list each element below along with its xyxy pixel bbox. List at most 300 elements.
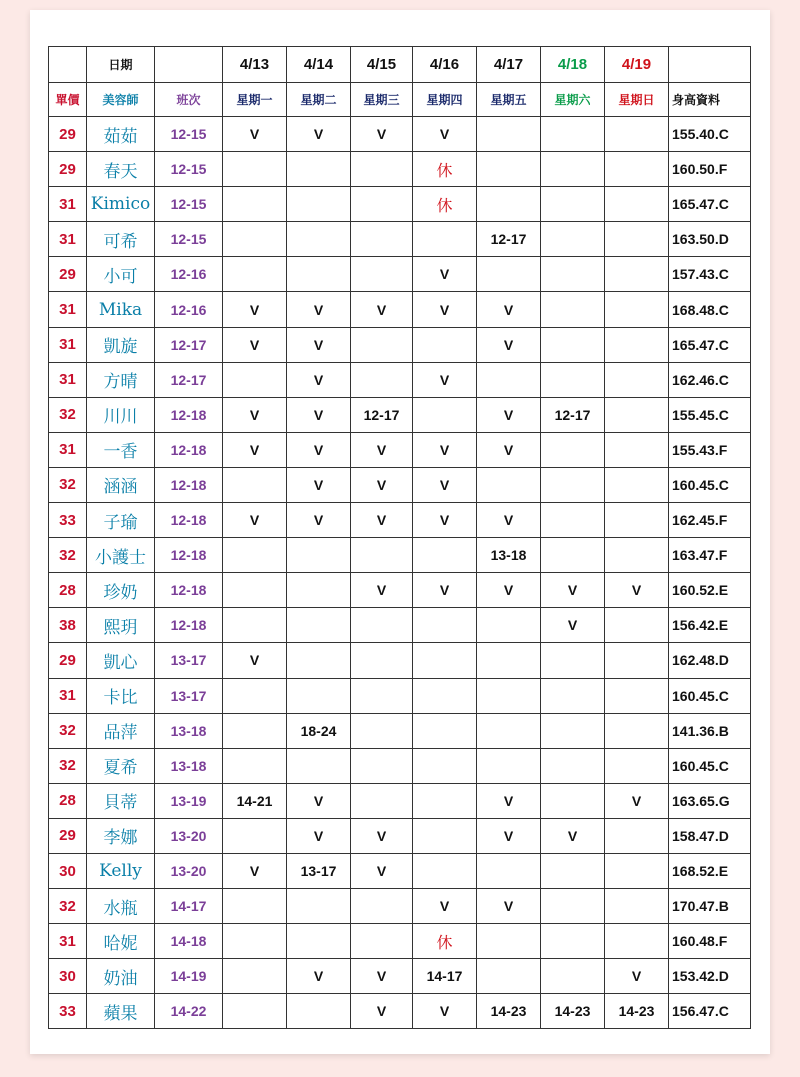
day-cell: V <box>287 362 351 397</box>
price-cell: 29 <box>49 117 87 152</box>
day-cell <box>223 959 287 994</box>
day-cell: V <box>287 117 351 152</box>
date-cell: 4/17 <box>477 47 541 83</box>
day-cell <box>541 152 605 187</box>
day-cell <box>223 678 287 713</box>
day-cell <box>541 538 605 573</box>
height-cell: 163.47.F <box>669 538 751 573</box>
height-cell: 170.47.B <box>669 889 751 924</box>
day-cell: V <box>223 643 287 678</box>
day-cell: 14-23 <box>477 994 541 1029</box>
day-cell: 休 <box>413 152 477 187</box>
shift-cell: 12-18 <box>155 608 223 643</box>
name-cell: Kimico <box>87 187 155 222</box>
day-cell: V <box>287 467 351 502</box>
shift-cell: 12-15 <box>155 117 223 152</box>
day-cell <box>605 362 669 397</box>
day-cell: V <box>223 432 287 467</box>
height-cell: 155.40.C <box>669 117 751 152</box>
price-header: 單價 <box>49 83 87 117</box>
height-cell: 158.47.D <box>669 818 751 853</box>
table-row <box>49 643 751 678</box>
date-label: 日期 <box>87 47 155 83</box>
weekday-cell: 星期日 <box>605 83 669 117</box>
day-cell <box>605 187 669 222</box>
shift-cell: 12-15 <box>155 222 223 257</box>
day-cell: 12-17 <box>541 397 605 432</box>
day-cell: V <box>223 327 287 362</box>
day-cell: V <box>287 503 351 538</box>
day-cell <box>477 257 541 292</box>
table-row <box>49 292 751 327</box>
day-cell: 13-17 <box>287 853 351 888</box>
table-row <box>49 748 751 783</box>
day-cell: V <box>413 503 477 538</box>
day-cell: V <box>477 818 541 853</box>
price-cell: 33 <box>49 503 87 538</box>
day-cell: V <box>351 467 413 502</box>
table-row <box>49 362 751 397</box>
day-cell <box>223 818 287 853</box>
day-cell <box>605 327 669 362</box>
shift-header: 班次 <box>155 83 223 117</box>
day-cell: V <box>413 889 477 924</box>
day-cell: 12-17 <box>351 397 413 432</box>
name-cell: 春天 <box>87 152 155 187</box>
table-row <box>49 573 751 608</box>
day-cell <box>541 959 605 994</box>
empty-cell <box>155 47 223 83</box>
day-cell <box>413 818 477 853</box>
day-cell <box>223 713 287 748</box>
price-cell: 31 <box>49 292 87 327</box>
table-row <box>49 117 751 152</box>
day-cell <box>477 678 541 713</box>
day-cell: V <box>223 397 287 432</box>
day-cell: V <box>541 608 605 643</box>
day-cell: V <box>287 327 351 362</box>
name-cell: 蘋果 <box>87 994 155 1029</box>
day-cell: V <box>413 432 477 467</box>
day-cell: V <box>287 292 351 327</box>
day-cell <box>541 187 605 222</box>
day-cell <box>541 362 605 397</box>
shift-cell: 14-22 <box>155 994 223 1029</box>
price-cell: 32 <box>49 748 87 783</box>
day-cell: 14-23 <box>541 994 605 1029</box>
day-cell <box>605 432 669 467</box>
day-cell <box>477 853 541 888</box>
day-cell: 休 <box>413 924 477 959</box>
day-cell: V <box>413 257 477 292</box>
weekday-cell: 星期四 <box>413 83 477 117</box>
shift-cell: 13-17 <box>155 678 223 713</box>
day-cell <box>541 678 605 713</box>
day-cell: V <box>287 397 351 432</box>
table-row <box>49 853 751 888</box>
day-cell <box>541 467 605 502</box>
day-cell <box>477 608 541 643</box>
date-cell: 4/14 <box>287 47 351 83</box>
name-cell: 小可 <box>87 257 155 292</box>
day-cell <box>413 397 477 432</box>
price-cell: 32 <box>49 538 87 573</box>
day-cell <box>223 187 287 222</box>
shift-cell: 13-20 <box>155 853 223 888</box>
day-cell <box>223 573 287 608</box>
day-cell: V <box>477 432 541 467</box>
day-cell: V <box>413 573 477 608</box>
day-cell: V <box>541 818 605 853</box>
day-cell <box>413 222 477 257</box>
day-cell <box>605 538 669 573</box>
day-cell <box>351 187 413 222</box>
name-cell: 凱旋 <box>87 327 155 362</box>
schedule-table <box>48 46 751 1029</box>
price-cell: 30 <box>49 959 87 994</box>
day-cell <box>541 783 605 818</box>
day-cell <box>223 889 287 924</box>
name-cell: 夏希 <box>87 748 155 783</box>
day-cell <box>287 257 351 292</box>
day-cell <box>605 152 669 187</box>
day-cell: V <box>477 292 541 327</box>
day-cell <box>477 748 541 783</box>
name-cell: Mika <box>87 292 155 327</box>
price-cell: 29 <box>49 818 87 853</box>
name-cell: 小護士 <box>87 538 155 573</box>
day-cell <box>413 678 477 713</box>
price-cell: 29 <box>49 643 87 678</box>
weekday-cell: 星期二 <box>287 83 351 117</box>
day-cell <box>541 432 605 467</box>
day-cell <box>413 713 477 748</box>
name-cell: 子瑜 <box>87 503 155 538</box>
table-row <box>49 608 751 643</box>
price-cell: 32 <box>49 889 87 924</box>
name-cell: 川川 <box>87 397 155 432</box>
day-cell: 12-17 <box>477 222 541 257</box>
day-cell: V <box>413 362 477 397</box>
day-cell <box>351 924 413 959</box>
day-cell <box>351 643 413 678</box>
day-cell <box>541 222 605 257</box>
day-cell: V <box>413 994 477 1029</box>
day-cell <box>605 467 669 502</box>
day-cell <box>287 924 351 959</box>
price-cell: 31 <box>49 222 87 257</box>
table-row <box>49 783 751 818</box>
price-cell: 33 <box>49 994 87 1029</box>
name-cell: 方晴 <box>87 362 155 397</box>
day-cell: V <box>351 432 413 467</box>
day-cell <box>605 924 669 959</box>
day-cell <box>413 608 477 643</box>
day-cell: V <box>223 292 287 327</box>
shift-cell: 13-20 <box>155 818 223 853</box>
day-cell: 14-17 <box>413 959 477 994</box>
day-cell <box>287 222 351 257</box>
day-cell: V <box>541 573 605 608</box>
day-cell <box>413 327 477 362</box>
day-cell: V <box>605 959 669 994</box>
height-cell: 156.42.E <box>669 608 751 643</box>
day-cell <box>223 362 287 397</box>
height-cell: 163.50.D <box>669 222 751 257</box>
name-cell: 珍奶 <box>87 573 155 608</box>
table-row <box>49 222 751 257</box>
day-cell <box>477 643 541 678</box>
day-cell <box>477 117 541 152</box>
day-cell <box>287 608 351 643</box>
day-cell <box>541 748 605 783</box>
day-cell <box>223 748 287 783</box>
height-cell: 162.46.C <box>669 362 751 397</box>
day-cell <box>223 257 287 292</box>
day-cell <box>351 538 413 573</box>
table-row <box>49 503 751 538</box>
day-cell <box>605 222 669 257</box>
day-cell <box>477 362 541 397</box>
height-cell: 160.45.C <box>669 748 751 783</box>
day-cell <box>351 783 413 818</box>
price-cell: 31 <box>49 327 87 362</box>
day-cell <box>351 713 413 748</box>
shift-cell: 12-18 <box>155 432 223 467</box>
day-cell: V <box>477 327 541 362</box>
height-header: 身高資料 <box>669 83 751 117</box>
height-cell: 160.52.E <box>669 573 751 608</box>
day-cell <box>605 748 669 783</box>
name-cell: 哈妮 <box>87 924 155 959</box>
height-cell: 156.47.C <box>669 994 751 1029</box>
day-cell: V <box>413 117 477 152</box>
day-cell <box>605 503 669 538</box>
day-cell: 14-23 <box>605 994 669 1029</box>
day-cell <box>477 467 541 502</box>
day-cell: 13-18 <box>477 538 541 573</box>
day-cell <box>605 292 669 327</box>
price-cell: 32 <box>49 713 87 748</box>
day-cell <box>351 748 413 783</box>
day-cell <box>223 538 287 573</box>
name-cell: 貝蒂 <box>87 783 155 818</box>
table-row <box>49 152 751 187</box>
day-cell <box>351 327 413 362</box>
height-cell: 165.47.C <box>669 187 751 222</box>
day-cell <box>223 924 287 959</box>
name-cell: 熙玥 <box>87 608 155 643</box>
height-cell: 160.50.F <box>669 152 751 187</box>
price-cell: 32 <box>49 467 87 502</box>
empty-cell <box>49 47 87 83</box>
name-header: 美容師 <box>87 83 155 117</box>
shift-cell: 12-18 <box>155 503 223 538</box>
name-cell: 茹茹 <box>87 117 155 152</box>
day-cell <box>541 713 605 748</box>
day-cell: V <box>223 503 287 538</box>
date-cell: 4/16 <box>413 47 477 83</box>
height-cell: 157.43.C <box>669 257 751 292</box>
day-cell: V <box>287 432 351 467</box>
price-cell: 28 <box>49 573 87 608</box>
day-cell: V <box>351 959 413 994</box>
day-cell: V <box>223 853 287 888</box>
price-cell: 28 <box>49 783 87 818</box>
day-cell <box>605 678 669 713</box>
day-cell <box>351 152 413 187</box>
day-cell: V <box>413 467 477 502</box>
day-cell: V <box>477 503 541 538</box>
day-cell <box>605 257 669 292</box>
day-cell <box>223 994 287 1029</box>
day-cell: V <box>605 573 669 608</box>
day-cell: V <box>223 117 287 152</box>
day-cell <box>605 117 669 152</box>
table-row <box>49 432 751 467</box>
day-cell <box>605 608 669 643</box>
day-cell <box>477 713 541 748</box>
day-cell <box>413 783 477 818</box>
name-cell: 一香 <box>87 432 155 467</box>
day-cell <box>541 853 605 888</box>
day-cell: V <box>287 818 351 853</box>
weekday-cell: 星期一 <box>223 83 287 117</box>
day-cell <box>223 467 287 502</box>
day-cell: V <box>351 292 413 327</box>
day-cell <box>605 713 669 748</box>
shift-cell: 12-17 <box>155 362 223 397</box>
name-cell: 水瓶 <box>87 889 155 924</box>
day-cell <box>287 678 351 713</box>
day-cell: V <box>477 889 541 924</box>
date-cell: 4/15 <box>351 47 413 83</box>
shift-cell: 12-18 <box>155 467 223 502</box>
date-header-row <box>49 47 751 83</box>
day-cell <box>413 853 477 888</box>
day-cell: V <box>413 292 477 327</box>
day-cell <box>413 643 477 678</box>
height-cell: 160.45.C <box>669 467 751 502</box>
day-cell <box>351 222 413 257</box>
height-cell: 168.48.C <box>669 292 751 327</box>
day-cell <box>413 538 477 573</box>
height-cell: 153.42.D <box>669 959 751 994</box>
day-cell <box>477 959 541 994</box>
day-cell <box>351 257 413 292</box>
name-cell: 涵涵 <box>87 467 155 502</box>
day-cell <box>287 152 351 187</box>
day-cell: V <box>351 503 413 538</box>
price-cell: 31 <box>49 187 87 222</box>
price-cell: 31 <box>49 678 87 713</box>
table-row <box>49 467 751 502</box>
shift-cell: 14-17 <box>155 889 223 924</box>
price-cell: 31 <box>49 432 87 467</box>
price-cell: 31 <box>49 924 87 959</box>
shift-cell: 14-18 <box>155 924 223 959</box>
day-cell <box>223 152 287 187</box>
table-row <box>49 397 751 432</box>
day-cell: V <box>351 818 413 853</box>
day-cell: 18-24 <box>287 713 351 748</box>
name-cell: Kelly <box>87 853 155 888</box>
day-cell <box>477 152 541 187</box>
shift-cell: 13-18 <box>155 713 223 748</box>
date-cell: 4/19 <box>605 47 669 83</box>
day-cell <box>477 187 541 222</box>
day-cell: V <box>351 853 413 888</box>
day-cell <box>287 573 351 608</box>
name-cell: 李娜 <box>87 818 155 853</box>
day-cell <box>541 327 605 362</box>
table-row <box>49 889 751 924</box>
table-row <box>49 713 751 748</box>
table-row <box>49 327 751 362</box>
day-cell <box>541 889 605 924</box>
table-row <box>49 924 751 959</box>
day-cell <box>605 818 669 853</box>
day-cell <box>541 257 605 292</box>
table-row <box>49 257 751 292</box>
height-cell: 168.52.E <box>669 853 751 888</box>
day-cell: V <box>287 783 351 818</box>
weekday-cell: 星期六 <box>541 83 605 117</box>
shift-cell: 12-18 <box>155 397 223 432</box>
shift-cell: 13-18 <box>155 748 223 783</box>
height-cell: 163.65.G <box>669 783 751 818</box>
height-cell: 141.36.B <box>669 713 751 748</box>
name-cell: 凱心 <box>87 643 155 678</box>
column-header-row <box>49 83 751 117</box>
shift-cell: 12-18 <box>155 538 223 573</box>
day-cell: V <box>477 573 541 608</box>
height-cell: 160.45.C <box>669 678 751 713</box>
height-cell: 155.43.F <box>669 432 751 467</box>
day-cell <box>351 608 413 643</box>
price-cell: 29 <box>49 257 87 292</box>
day-cell <box>287 889 351 924</box>
shift-cell: 12-15 <box>155 152 223 187</box>
day-cell <box>541 292 605 327</box>
day-cell <box>287 643 351 678</box>
shift-cell: 13-17 <box>155 643 223 678</box>
day-cell <box>541 117 605 152</box>
day-cell: V <box>351 994 413 1029</box>
table-row <box>49 818 751 853</box>
table-row <box>49 678 751 713</box>
height-cell: 165.47.C <box>669 327 751 362</box>
date-cell: 4/13 <box>223 47 287 83</box>
day-cell <box>287 748 351 783</box>
day-cell: V <box>605 783 669 818</box>
empty-cell <box>669 47 751 83</box>
day-cell <box>605 889 669 924</box>
name-cell: 奶油 <box>87 959 155 994</box>
day-cell <box>223 222 287 257</box>
day-cell <box>605 397 669 432</box>
height-cell: 160.48.F <box>669 924 751 959</box>
day-cell <box>223 608 287 643</box>
day-cell <box>541 503 605 538</box>
price-cell: 38 <box>49 608 87 643</box>
shift-cell: 13-19 <box>155 783 223 818</box>
day-cell: V <box>477 397 541 432</box>
day-cell <box>541 643 605 678</box>
table-row <box>49 994 751 1029</box>
day-cell <box>605 853 669 888</box>
price-cell: 30 <box>49 853 87 888</box>
